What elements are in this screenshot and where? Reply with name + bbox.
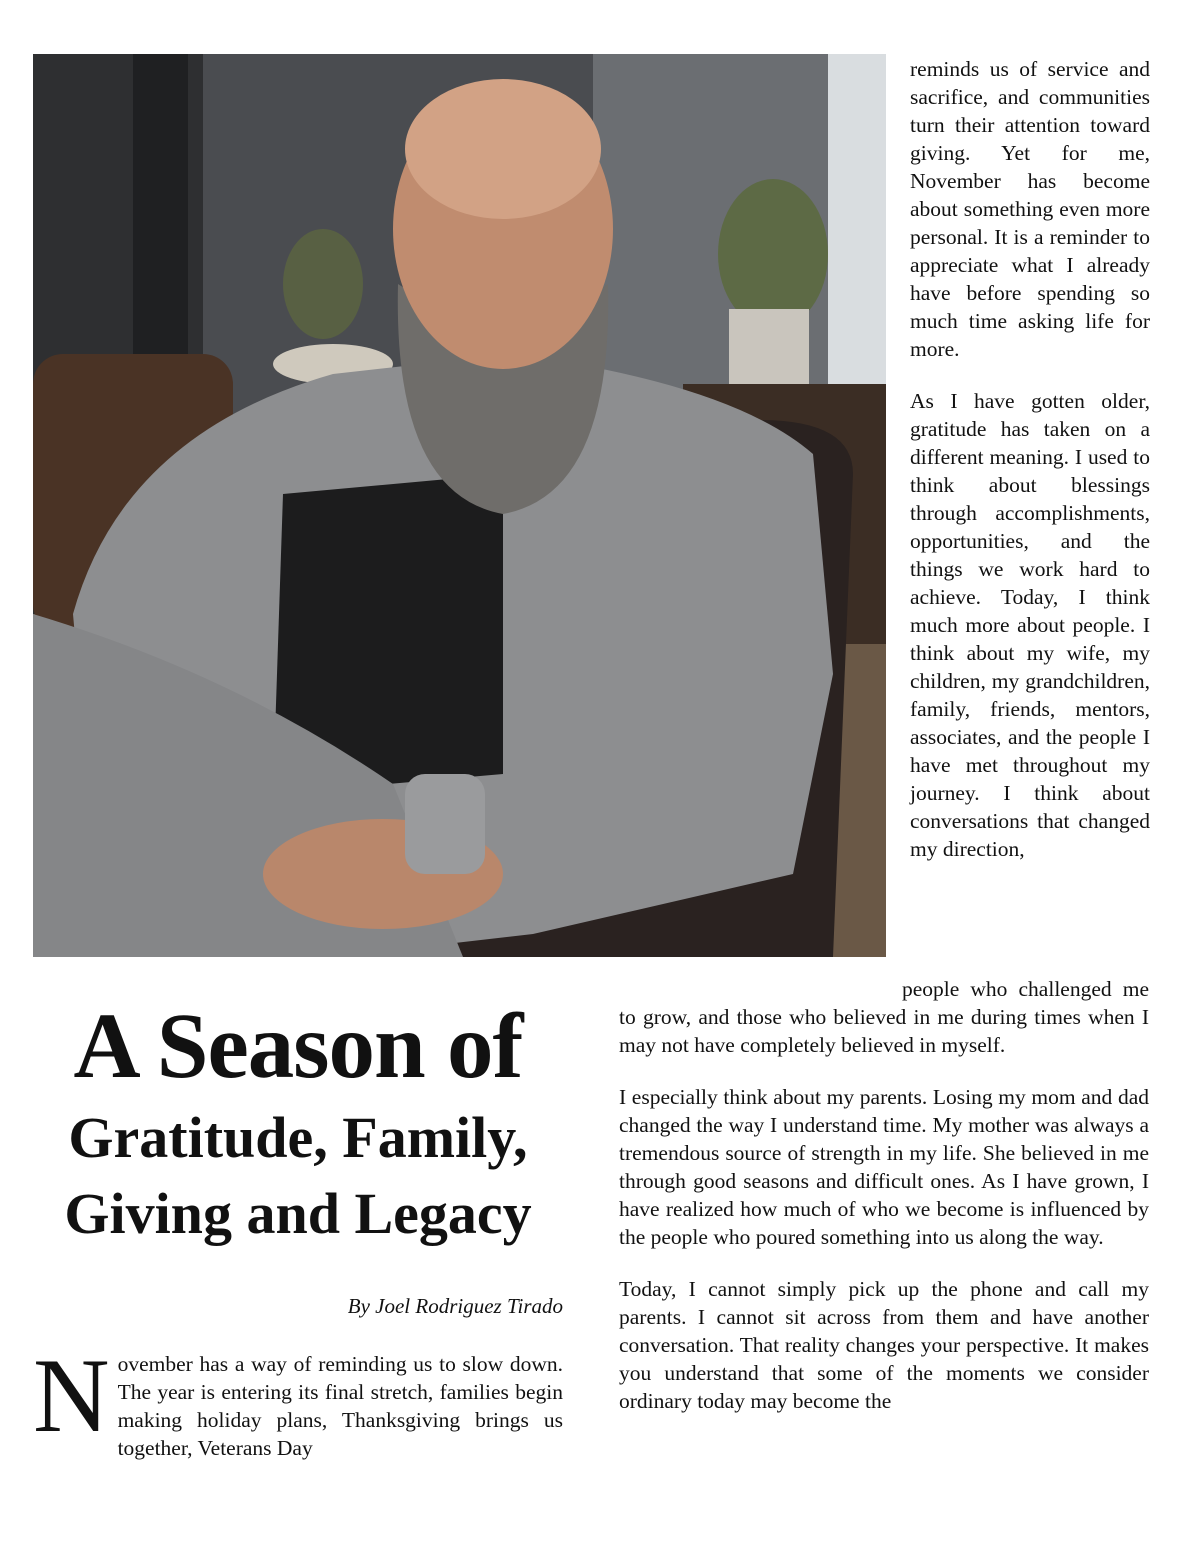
left-column	[33, 1337, 563, 1462]
intro-paragraph	[33, 1337, 563, 1462]
right-column-bottom	[619, 975, 1149, 1415]
paragraph: people who challenged me to grow, and those who believed in me during times when I may not have completely believed in myself.	[619, 977, 1149, 1057]
portrait-photo	[33, 54, 886, 957]
paragraph: I especially think about my parents. Losing my mom and dad changed the way I understand time. My mother was always a tremendous source of strength in my life. She believed in me through good seasons and difficult ones. As I have grown, I have realized how much of who we become is influenced by the people who poured something into us along the way.	[619, 1085, 1149, 1249]
drop-cap: N	[33, 1337, 110, 1454]
byline: By Joel Rodriguez Tirado	[347, 1294, 563, 1318]
title-line-3: Giving and Legacy	[64, 1181, 532, 1246]
title-line-2: Gratitude, Family,	[68, 1105, 528, 1170]
paragraph: reminds us of service and sacrifice, and communities turn their attention toward giving. Yet for me, November has become about something even more personal. It is a reminder to appreciate what I already have before spending so much time asking life for more.	[910, 57, 1150, 361]
intro-text: ovember has a way of reminding us to slow down. The year is entering its final stretch, families begin making holiday plans, Thanksgiving brings us together, Veterans Day	[117, 1352, 563, 1460]
right-column-top	[910, 55, 1150, 863]
article-title	[33, 994, 563, 1252]
paragraph: As I have gotten older, gratitude has taken on a different meaning. I used to think about blessings through accomplishments, opportunities, and the things we work hard to achieve. Today, I think much more about people. I think about my wife, my children, my grandchildren, family, friends, mentors, associates, and the people I have met throughout my journey. I think about conversations that changed my direction,	[910, 389, 1150, 861]
title-line-1: A Season of	[73, 995, 523, 1098]
paragraph: Today, I cannot simply pick up the phone and call my parents. I cannot sit across from them and have another conversation. That reality changes your perspective. It makes you understand that some of the moments we consider ordinary today may become the	[619, 1277, 1149, 1413]
